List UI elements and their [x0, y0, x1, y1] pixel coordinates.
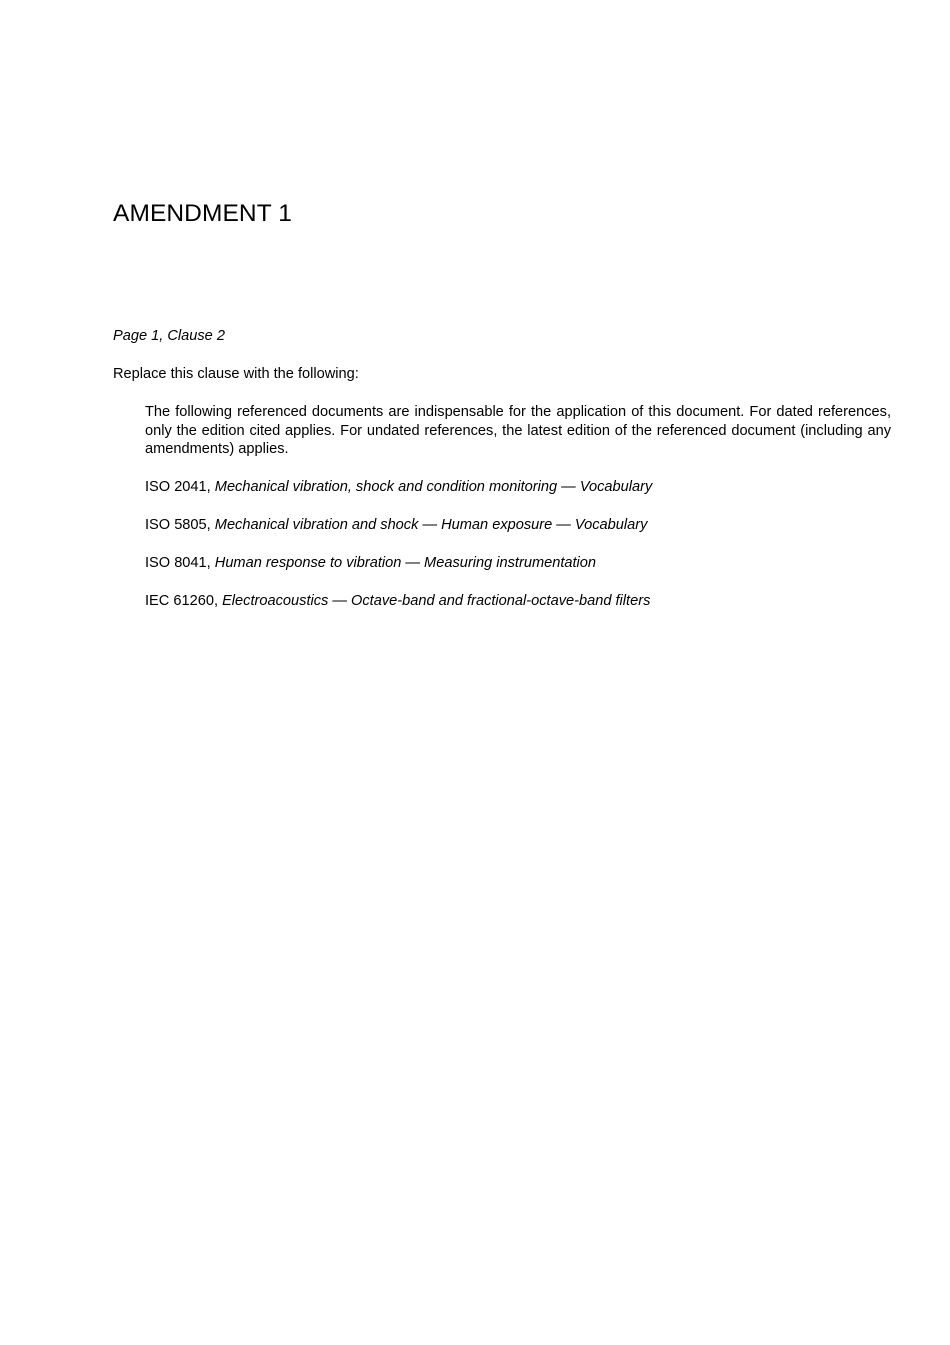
- amendment-instruction: Replace this clause with the following:: [113, 366, 359, 382]
- amendment-title: AMENDMENT 1: [113, 200, 292, 227]
- reference-title: Electroacoustics — Octave-band and fractional-octave-band filters: [222, 592, 651, 609]
- reference-entry: [145, 478, 891, 497]
- reference-entry: [145, 516, 891, 535]
- replacement-clause: [145, 403, 891, 630]
- reference-title: Human response to vibration — Measuring instrumentation: [214, 554, 597, 571]
- reference-number: ISO 5805,: [145, 516, 215, 533]
- reference-number: IEC 61260,: [145, 592, 223, 609]
- reference-entry: [145, 592, 891, 611]
- clause-intro-paragraph: The following referenced documents are indispensable for the application of this document. For dated references, only the edition cited applies. For undated references, the latest edition of the referenced document (including any amendments) applies.: [145, 404, 891, 458]
- reference-number: ISO 2041,: [145, 478, 215, 495]
- reference-entry: [145, 554, 891, 573]
- amendment-location: Page 1, Clause 2: [113, 328, 225, 344]
- reference-number: ISO 8041,: [145, 554, 215, 571]
- reference-title: Mechanical vibration, shock and condition monitoring — Vocabulary: [214, 478, 653, 495]
- reference-title: Mechanical vibration and shock — Human exposure — Vocabulary: [214, 516, 648, 533]
